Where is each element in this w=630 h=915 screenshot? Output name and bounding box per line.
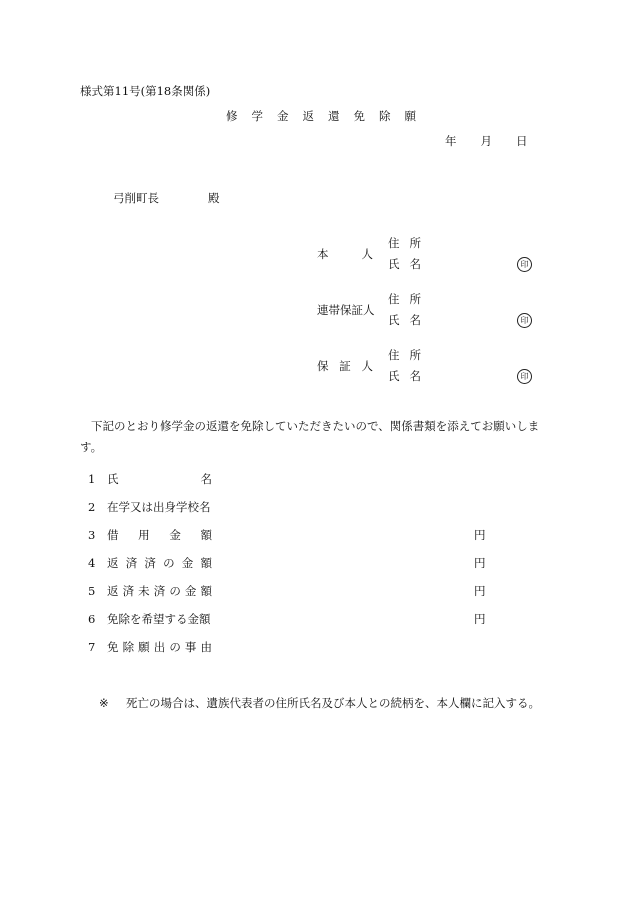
date-month: 月 (480, 134, 492, 148)
label-char: 額 (200, 556, 212, 570)
title-char: 返 (302, 109, 314, 123)
yen-unit: 円 (474, 528, 486, 542)
note-mark: ※ (99, 696, 109, 710)
date-year: 年 (445, 134, 457, 148)
label-char: 済 (144, 556, 156, 570)
label-char: 保 (317, 359, 329, 373)
item-label-reason (107, 642, 212, 654)
party-label-joint-guarantor: 連帯保証人 (317, 303, 375, 317)
seal-mark: 印 (517, 313, 532, 328)
item-label-unpaid-amount (107, 586, 212, 598)
label-char: 未 (138, 584, 150, 598)
label-char: 証 (339, 359, 351, 373)
item-number: 5 (88, 584, 96, 598)
label-char: 済 (125, 556, 138, 570)
item-label-loan-amount (107, 530, 212, 542)
label-char: の (169, 640, 181, 654)
name-label (388, 315, 421, 327)
label-char: 額 (200, 584, 212, 598)
name-label (388, 371, 421, 383)
title-char: 願 (404, 109, 416, 123)
label-char: 人 (361, 247, 373, 261)
label-char: 本 (317, 247, 329, 261)
label-char: 氏 (107, 472, 119, 486)
label-char: 名 (409, 257, 421, 271)
yen-unit: 円 (474, 612, 486, 626)
label-char: 氏 (388, 369, 400, 383)
label-char: 事 (184, 640, 197, 654)
party-label-self (317, 249, 373, 261)
label-char: 所 (409, 348, 421, 362)
label-char: 所 (409, 236, 421, 250)
label-char: 済 (122, 584, 135, 598)
item-number: 2 (88, 500, 96, 514)
label-char: 額 (200, 528, 212, 542)
label-char: 所 (409, 292, 421, 306)
label-char: の (163, 556, 175, 570)
label-char: 免 (107, 640, 119, 654)
item-number: 7 (88, 640, 96, 654)
title-char: 還 (328, 109, 340, 123)
label-char: 出 (153, 640, 166, 654)
address-label (388, 350, 421, 362)
yen-unit: 円 (474, 584, 486, 598)
label-char: 除 (122, 640, 135, 654)
label-char: 済 (153, 584, 166, 598)
title-char: 免 (353, 109, 365, 123)
label-char: 由 (200, 640, 212, 654)
label-char: 返 (107, 584, 119, 598)
item-number: 6 (88, 612, 96, 626)
document-title (226, 111, 416, 123)
title-char: 金 (277, 109, 289, 123)
item-label-exemption-amount: 免除を希望する金額 (107, 612, 211, 626)
label-char: 金 (184, 584, 197, 598)
label-char: 名 (409, 369, 421, 383)
label-char: 用 (138, 528, 150, 542)
label-char: の (169, 584, 181, 598)
address-label (388, 294, 421, 306)
item-number: 4 (88, 556, 96, 570)
honorific: 殿 (208, 191, 220, 205)
label-char: 願 (138, 640, 150, 654)
party-label-guarantor (317, 361, 373, 373)
request-statement: 下記のとおり修学金の返還を免除していただきたいので、関係書類を添えてお願いします。 (80, 419, 540, 454)
note-text: 死亡の場合は、遺族代表者の住所氏名及び本人との続柄を、本人欄に記入する。 (126, 696, 540, 710)
yen-unit: 円 (474, 556, 486, 570)
item-label-school: 在学又は出身学校名 (107, 500, 211, 514)
label-char: 住 (388, 292, 400, 306)
label-char: 名 (409, 313, 421, 327)
title-char: 除 (379, 109, 391, 123)
form-number: 様式第11号(第18条関係) (80, 84, 211, 98)
date-day: 日 (516, 134, 528, 148)
item-number: 3 (88, 528, 96, 542)
label-char: 氏 (388, 257, 400, 271)
label-char: 返 (107, 556, 119, 570)
label-char: 人 (361, 359, 373, 373)
title-char: 修 (226, 109, 238, 123)
seal-mark: 印 (517, 257, 532, 272)
name-label (388, 259, 421, 271)
addressee: 弓削町長 (113, 191, 159, 205)
label-char: 名 (200, 472, 212, 486)
item-label-repaid-amount (107, 558, 212, 570)
label-char: 氏 (388, 313, 400, 327)
item-number: 1 (88, 472, 96, 486)
date-line (445, 136, 528, 148)
label-char: 住 (388, 348, 400, 362)
label-char: 金 (181, 556, 194, 570)
label-char: 金 (169, 528, 181, 542)
label-char: 借 (107, 528, 119, 542)
address-label (388, 238, 421, 250)
label-char: 住 (388, 236, 400, 250)
title-char: 学 (251, 109, 263, 123)
seal-mark: 印 (517, 369, 532, 384)
item-label-name (107, 474, 212, 486)
